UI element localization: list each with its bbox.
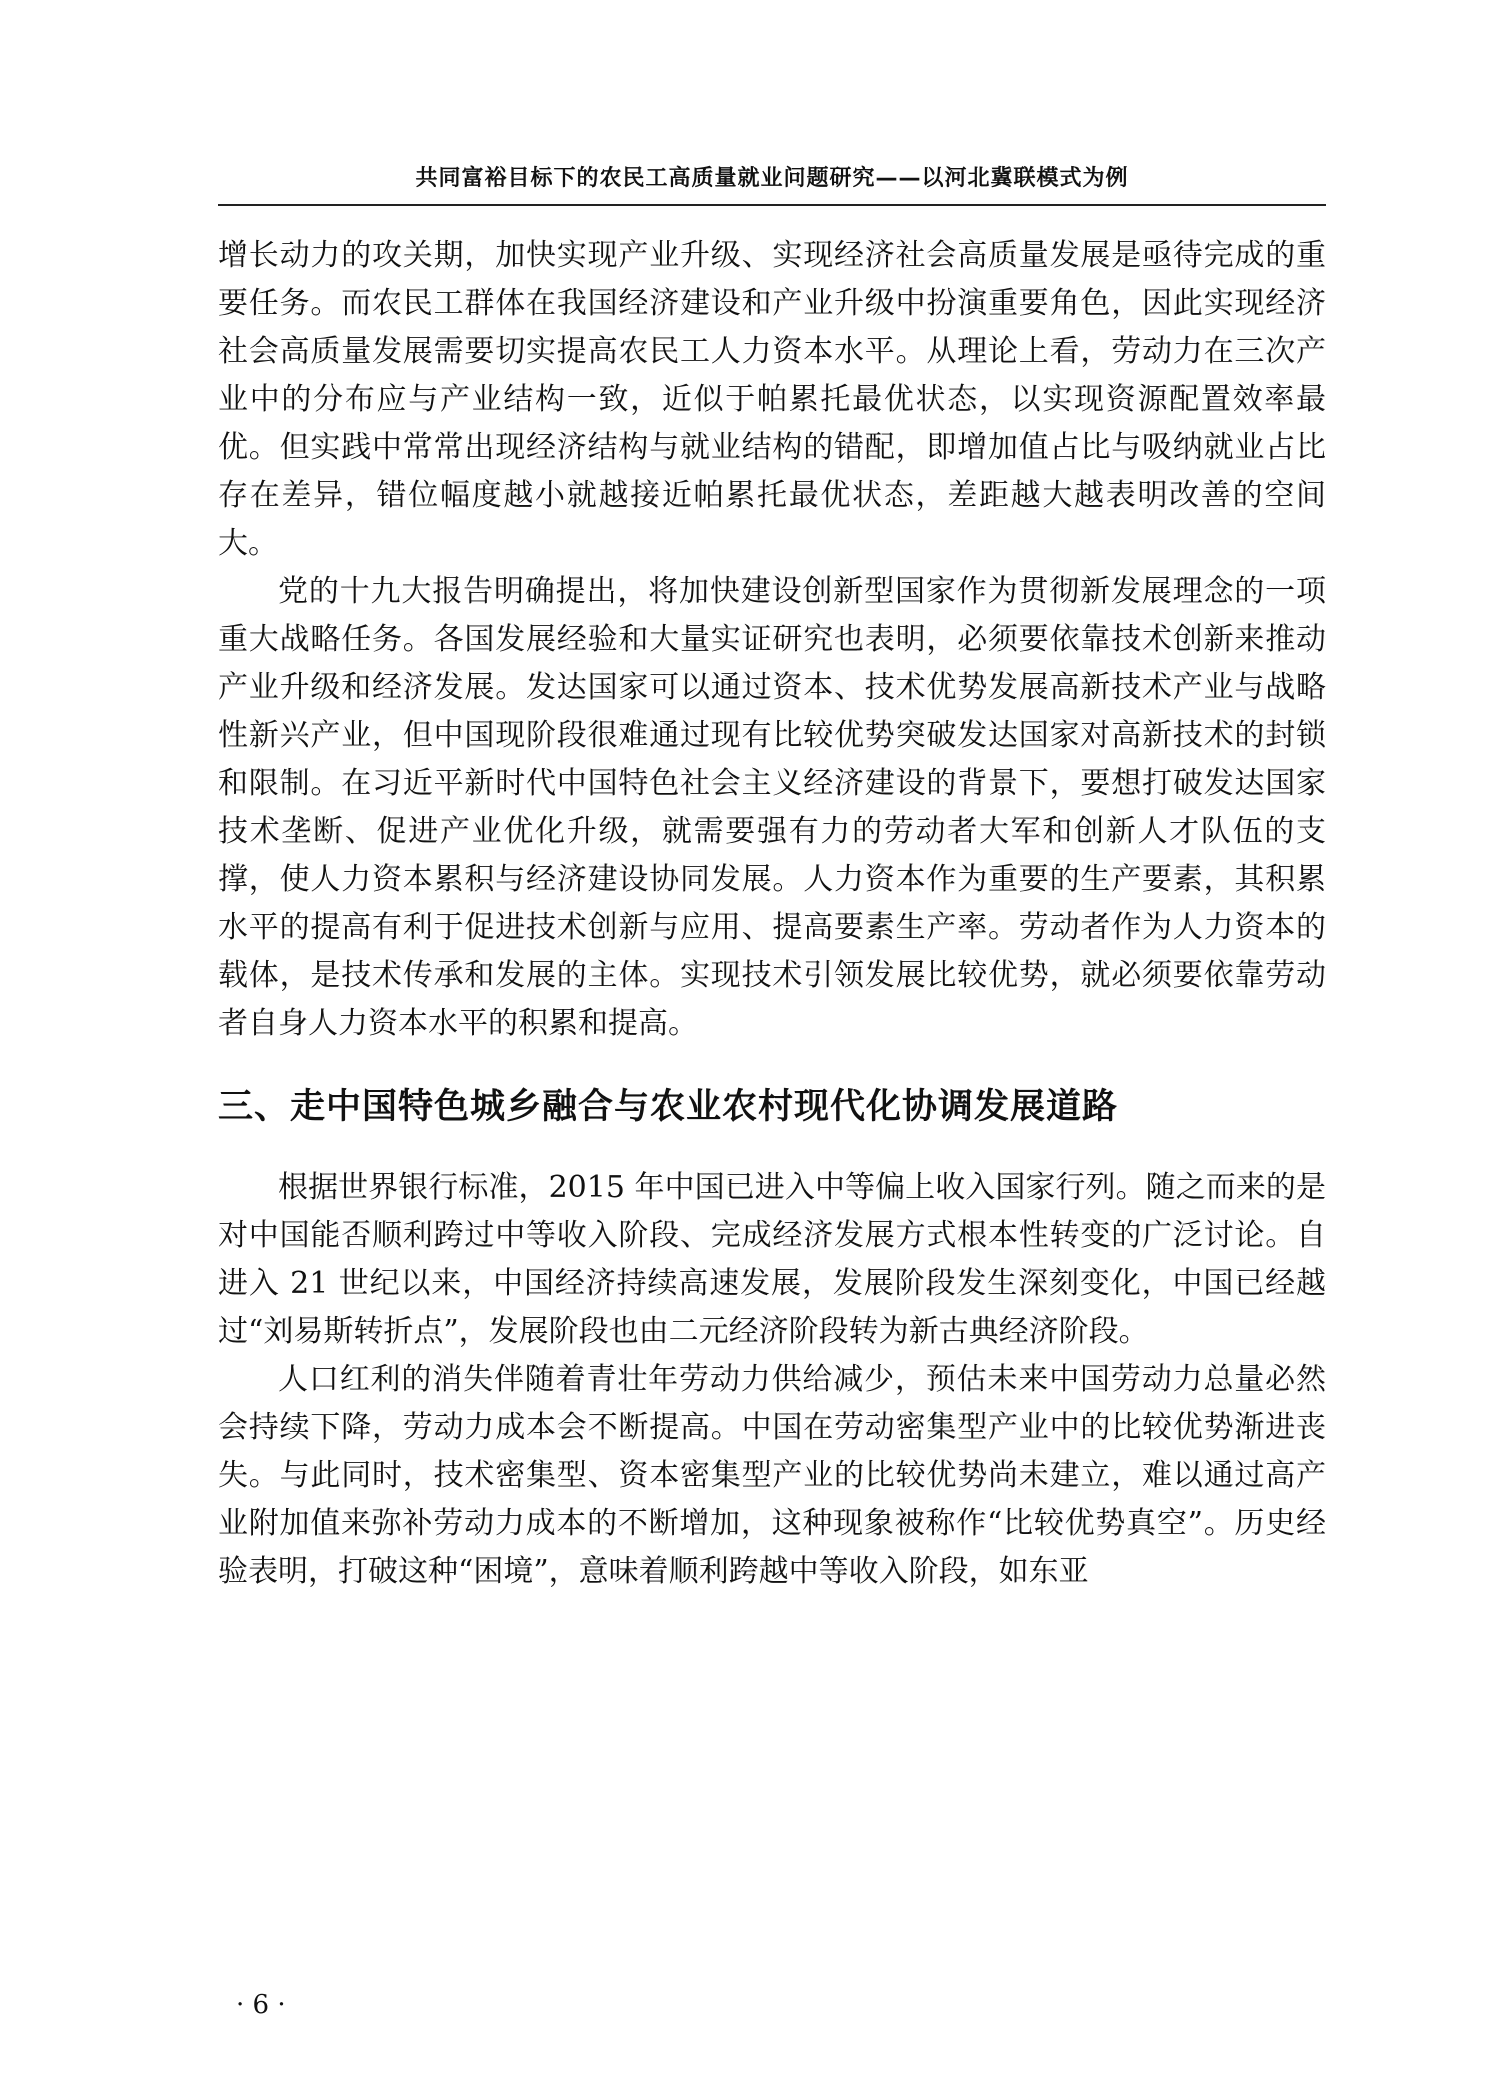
paragraph: 根据世界银行标准，2015 年中国已进入中等偏上收入国家行列。随之而来的是对中国能否顺利跨过中等收入阶段、完成经济发展方式根本性转变的广泛讨论。自进入 21 世纪以来，中国经济持续高速发展，发展阶段发生深刻变化，中国已经越过“刘易斯转折点”，发展阶段也由二元经济阶段转为新古典经济阶段。 — [218, 1170, 1326, 1349]
paragraph-continued: 增长动力的攻关期，加快实现产业升级、实现经济社会高质量发展是亟待完成的重要任务。而农民工群体在我国经济建设和产业升级中扮演重要角色，因此实现经济社会高质量发展需要切实提高农民工人力资本水平。从理论上看，劳动力在三次产业中的分布应与产业结构一致，近似于帕累托最优状态，以实现资源配置效率最优。但实践中常常出现经济结构与就业结构的错配，即增加值占比与吸纳就业占比存在差异，错位幅度越小就越接近帕累托最优状态，差距越大越表明改善的空间大。 — [218, 238, 1326, 561]
header-divider — [218, 204, 1326, 206]
page-body — [218, 232, 1326, 1596]
page-number: · 6 · — [236, 1990, 286, 2020]
paragraph: 人口红利的消失伴随着青壮年劳动力供给减少，预估未来中国劳动力总量必然会持续下降，劳动力成本会不断提高。中国在劳动密集型产业中的比较优势渐进丧失。与此同时，技术密集型、资本密集型产业的比较优势尚未建立，难以通过高产业附加值来弥补劳动力成本的不断增加，这种现象被称作“比较优势真空”。历史经验表明，打破这种“困境”，意味着顺利跨越中等收入阶段，如东亚 — [218, 1362, 1326, 1589]
paragraph: 党的十九大报告明确提出，将加快建设创新型国家作为贯彻新发展理念的一项重大战略任务。各国发展经验和大量实证研究也表明，必须要依靠技术创新来推动产业升级和经济发展。发达国家可以通过资本、技术优势发展高新技术产业与战略性新兴产业，但中国现阶段很难通过现有比较优势突破发达国家对高新技术的封锁和限制。在习近平新时代中国特色社会主义经济建设的背景下，要想打破发达国家技术垄断、促进产业优化升级，就需要强有力的劳动者大军和创新人才队伍的支撑，使人力资本累积与经济建设协同发展。人力资本作为重要的生产要素，其积累水平的提高有利于促进技术创新与应用、提高要素生产率。劳动者作为人力资本的载体，是技术传承和发展的主体。实现技术引领发展比较优势，就必须要依靠劳动者自身人力资本水平的积累和提高。 — [218, 574, 1326, 1041]
running-header-title: 共同富裕目标下的农民工高质量就业问题研究——以河北冀联模式为例 — [415, 166, 1129, 191]
section-heading: 三、走中国特色城乡融合与农业农村现代化协调发展道路 — [218, 1087, 1119, 1127]
